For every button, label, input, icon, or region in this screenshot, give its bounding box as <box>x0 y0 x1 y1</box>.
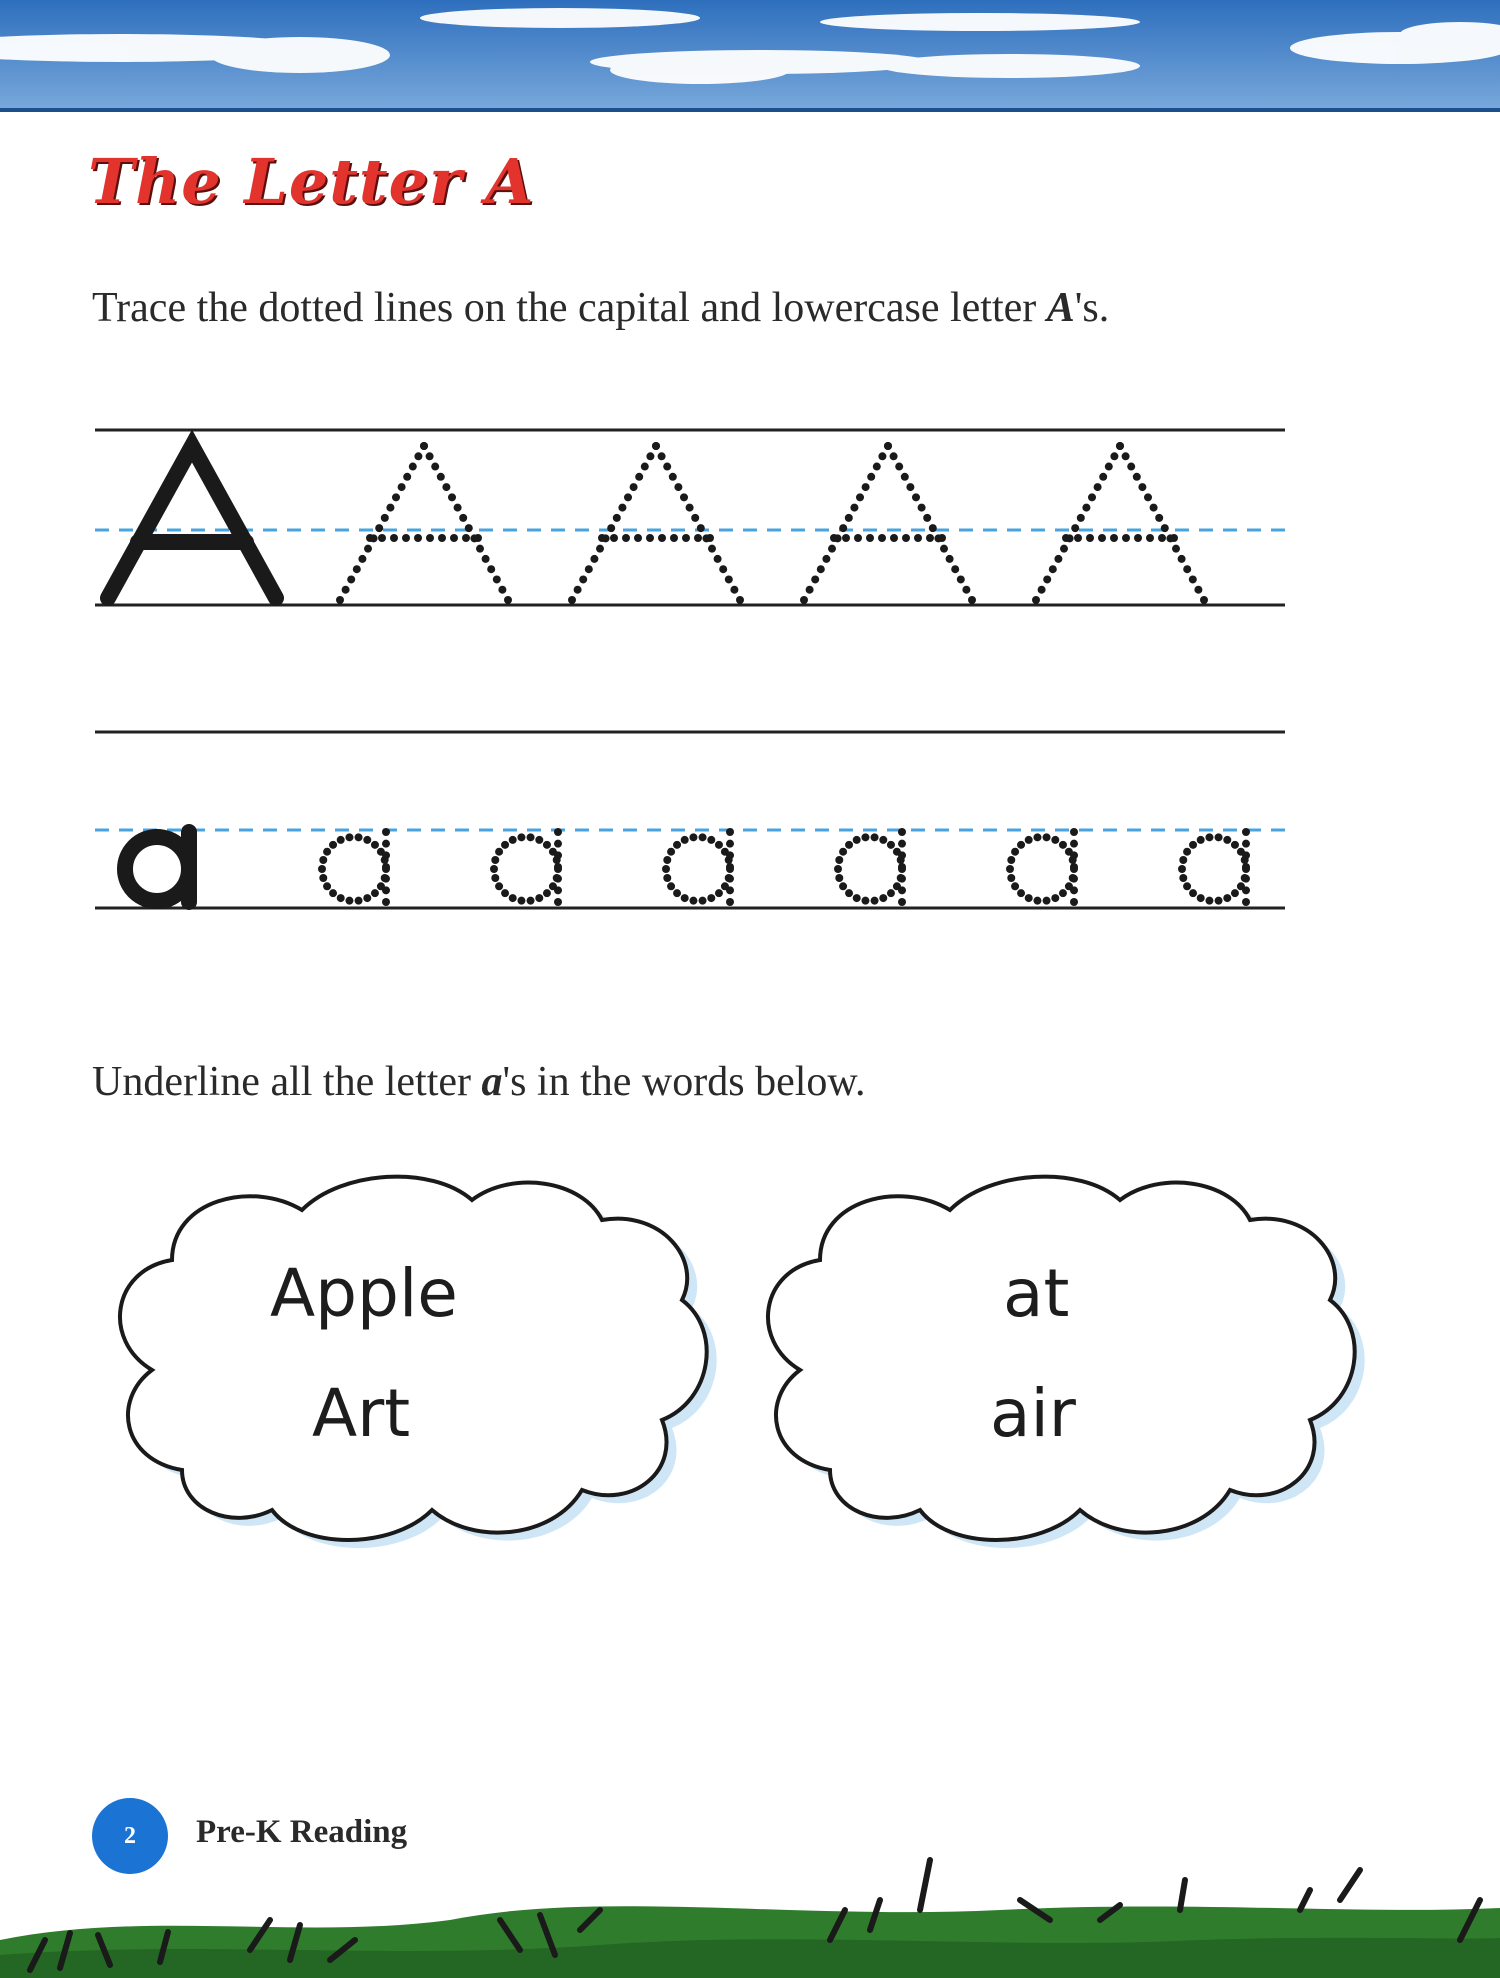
capital-model-letter <box>108 446 276 598</box>
lowercase-model-letter <box>125 832 189 902</box>
traced-lowercase-a <box>1178 828 1250 906</box>
cloud-right <box>768 1177 1365 1548</box>
traced-lowercase-a <box>318 828 390 906</box>
trace-instruction-letter: A <box>1046 285 1075 331</box>
capital-practice-row <box>0 420 1500 620</box>
traced-capital-a <box>1032 442 1208 604</box>
page-title: The Letter A <box>88 145 535 218</box>
underline-instruction-suffix: 's in the words below. <box>502 1059 866 1105</box>
underline-instruction-letter: a <box>481 1059 503 1105</box>
cloud-word: at <box>1003 1255 1070 1332</box>
traced-lowercase-a <box>490 828 562 906</box>
traced-capital-a <box>336 442 512 604</box>
cloud-word: Apple <box>270 1255 458 1332</box>
word-clouds <box>90 1170 1390 1590</box>
lowercase-traced-letters <box>318 828 1250 906</box>
capital-traced-letters <box>336 442 1208 604</box>
traced-lowercase-a <box>662 828 734 906</box>
traced-lowercase-a <box>834 828 906 906</box>
lowercase-practice-row <box>0 720 1500 920</box>
book-title: Pre-K Reading <box>196 1814 408 1850</box>
underline-instruction <box>92 1058 865 1106</box>
trace-instruction-suffix: 's. <box>1074 285 1110 331</box>
underline-instruction-text: Underline all the letter <box>92 1059 482 1105</box>
page-number-badge: 2 <box>92 1798 168 1874</box>
traced-capital-a <box>568 442 744 604</box>
cloud-word: air <box>990 1375 1076 1452</box>
traced-capital-a <box>800 442 976 604</box>
sky-banner <box>0 0 1500 112</box>
trace-instruction <box>92 284 1109 332</box>
traced-lowercase-a <box>1006 828 1078 906</box>
cloud-left <box>120 1177 717 1548</box>
trace-instruction-text: Trace the dotted lines on the capital and lowercase letter <box>92 285 1047 331</box>
cloud-word: Art <box>312 1375 411 1452</box>
